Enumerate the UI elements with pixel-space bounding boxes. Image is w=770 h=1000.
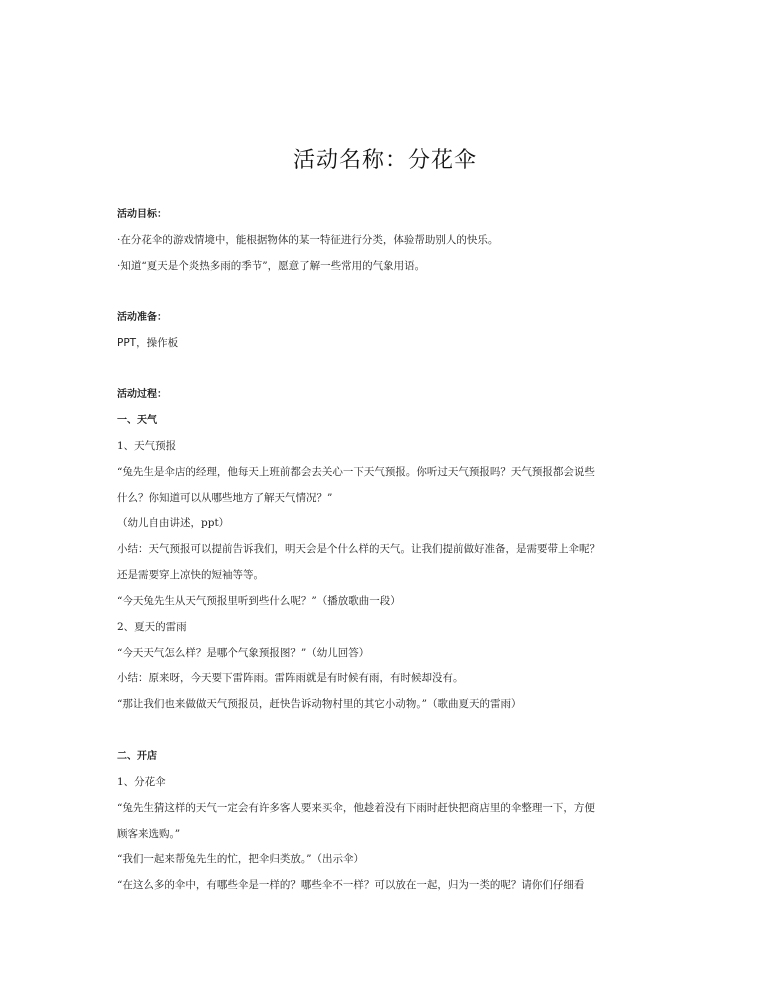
goal-heading: 活动目标： xyxy=(117,209,167,220)
paragraph: “兔先生是伞店的经理，他每天上班前都会去关心一下天气预报。你听过天气预报吗？天气预报都会说些 xyxy=(117,466,595,478)
paragraph: “今天兔先生从天气预报里听到些什么呢？”（播放歌曲一段） xyxy=(117,595,401,607)
paragraph: “在这么多的伞中，有哪些伞是一样的？哪些伞不一样？可以放在一起，归为一类的呢？请你们仔细看 xyxy=(117,879,585,891)
paragraph: 小结：原来呀，今天要下雷阵雨。雷阵雨就是有时候有雨，有时候却没有。 xyxy=(117,672,464,684)
paragraph: 顾客来选购。” xyxy=(117,828,181,840)
subsection-sort-umbrellas: 1、分花伞 xyxy=(117,776,166,788)
process-heading: 活动过程： xyxy=(117,389,167,400)
paragraph: 什么？你知道可以从哪些地方了解天气情况？” xyxy=(117,492,333,504)
prep-text: PPT，操作板 xyxy=(117,337,179,349)
paragraph: “那让我们也来做做天气预报员，赶快告诉动物村里的其它小动物。”（歌曲夏天的雷雨） xyxy=(117,698,522,710)
goal-item-1: ·在分花伞的游戏情境中，能根据物体的某一特征进行分类，体验帮助别人的快乐。 xyxy=(117,234,499,246)
prep-heading: 活动准备： xyxy=(117,312,167,323)
goal-item-2: ·知道“夏天是个炎热多雨的季节”，愿意了解一些常用的气象用语。 xyxy=(117,260,426,272)
subsection-thunderstorm: 2、夏天的雷雨 xyxy=(117,621,187,633)
page-title: 活动名称：分花伞 xyxy=(292,148,477,173)
paragraph: “兔先生猜这样的天气一定会有许多客人要来买伞，他趁着没有下雨时赶快把商店里的伞整理一下，方便 xyxy=(117,802,595,814)
paragraph: 小结：天气预报可以提前告诉我们，明天会是个什么样的天气。让我们提前做好准备，是需要带上伞呢？ xyxy=(117,543,600,555)
paragraph: “今天天气怎么样？是哪个气象预报图？”（幼儿回答） xyxy=(117,647,370,659)
paragraph: 还是需要穿上凉快的短袖等等。 xyxy=(117,569,264,581)
paragraph: （幼儿自由讲述，ppt） xyxy=(117,517,230,529)
paragraph: “我们一起来帮兔先生的忙，把伞归类放。”（出示伞） xyxy=(117,853,364,865)
section-open-shop: 二、开店 xyxy=(117,751,157,762)
section-weather: 一、天气 xyxy=(117,415,157,426)
subsection-forecast: 1、天气预报 xyxy=(117,440,177,452)
